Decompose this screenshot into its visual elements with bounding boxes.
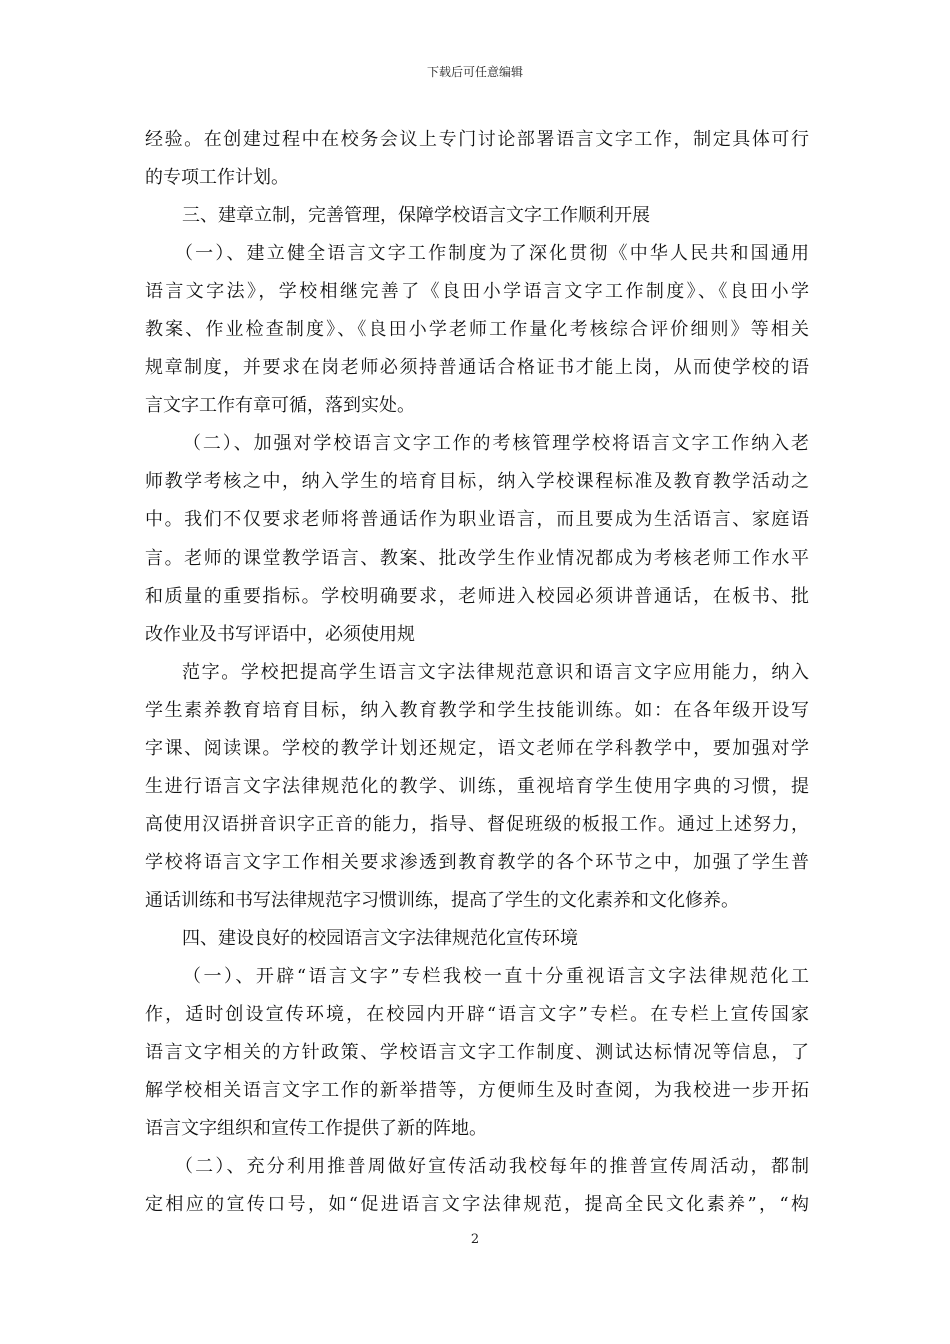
paragraph-line: 规章制度，并要求在岗老师必须持普通话合格证书才能上岗，从而使学校的语 [145, 357, 809, 379]
paragraph-line: （二）、加强对学校语言文字工作的考核管理学校将语言文字工作纳入老 [183, 433, 809, 455]
paragraph-line: 语言文字相关的方针政策、学校语言文字工作制度、测试达标情况等信息，了 [145, 1042, 809, 1064]
paragraph-line: 高使用汉语拼音识字正音的能力，指导、督促班级的板报工作。通过上述努力， [145, 813, 809, 835]
paragraph-line: 学校将语言文字工作相关要求渗透到教育教学的各个环节之中，加强了学生普 [145, 851, 809, 873]
paragraph-line: 改作业及书写评语中，必须使用规 [145, 623, 415, 645]
paragraph-line: 语言文字组织和宣传工作提供了新的阵地。 [145, 1118, 487, 1140]
paragraph-line: 中。我们不仅要求老师将普通话作为职业语言，而且要成为生活语言、家庭语 [145, 509, 809, 531]
paragraph-line: 的专项工作计划。 [145, 167, 289, 189]
page-number: 2 [470, 1232, 480, 1247]
paragraph-line: 作，适时创设宣传环境，在校园内开辟“语言文字”专栏。在专栏上宣传国家 [145, 1004, 809, 1026]
paragraph-line: 生进行语言文字法律规范化的教学、训练，重视培育学生使用字典的习惯，提 [145, 775, 809, 797]
paragraph-line: 语言文字法》，学校相继完善了《良田小学语言文字工作制度》、《良田小学 [145, 281, 809, 303]
paragraph-line: 和质量的重要指标。学校明确要求，老师进入校园必须讲普通话，在板书、批 [145, 585, 809, 607]
paragraph-line: （一）、开辟“语言文字”专栏我校一直十分重视语言文字法律规范化工 [183, 966, 809, 988]
paragraph-line: 字课、阅读课。学校的教学计划还规定，语文老师在学科教学中，要加强对学 [145, 737, 809, 759]
page-header: 下载后可任意编辑 [426, 65, 523, 79]
paragraph-line: 言。老师的课堂教学语言、教案、批改学生作业情况都成为考核老师工作水平 [145, 547, 809, 569]
paragraph-line: 定相应的宣传口号，如“促进语言文字法律规范，提高全民文化素养”，“构 [145, 1194, 809, 1216]
paragraph-line: （一）、建立健全语言文字工作制度为了深化贯彻《中华人民共和国通用 [175, 243, 809, 265]
paragraph-line: 经验。在创建过程中在校务会议上专门讨论部署语言文字工作，制定具体可行 [145, 129, 809, 150]
paragraph-line: 学生素养教育培育目标，纳入教育教学和学生技能训练。如：在各年级开设写 [145, 699, 809, 721]
paragraph-line: （二）、充分利用推普周做好宣传活动我校每年的推普宣传周活动，都制 [175, 1156, 809, 1178]
paragraph-line: 通话训练和书写法律规范字习惯训练，提高了学生的文化素养和文化修养。 [145, 889, 739, 911]
paragraph-line: 范字。学校把提高学生语言文字法律规范意识和语言文字应用能力，纳入 [182, 661, 809, 683]
paragraph-line: 师教学考核之中，纳入学生的培育目标，纳入学校课程标准及教育教学活动之 [145, 471, 809, 493]
document-body [145, 121, 809, 1224]
section-heading: 四、建设良好的校园语言文字法律规范化宣传环境 [182, 927, 578, 949]
paragraph-line: 解学校相关语言文字工作的新举措等，方便师生及时查阅，为我校进一步开拓 [145, 1080, 809, 1102]
paragraph-line: 教案、作业检查制度》、《良田小学老师工作量化考核综合评价细则》等相关 [145, 319, 809, 341]
paragraph-line: 言文字工作有章可循，落到实处。 [145, 395, 415, 417]
section-heading: 三、建章立制，完善管理，保障学校语言文字工作顺利开展 [182, 205, 650, 227]
